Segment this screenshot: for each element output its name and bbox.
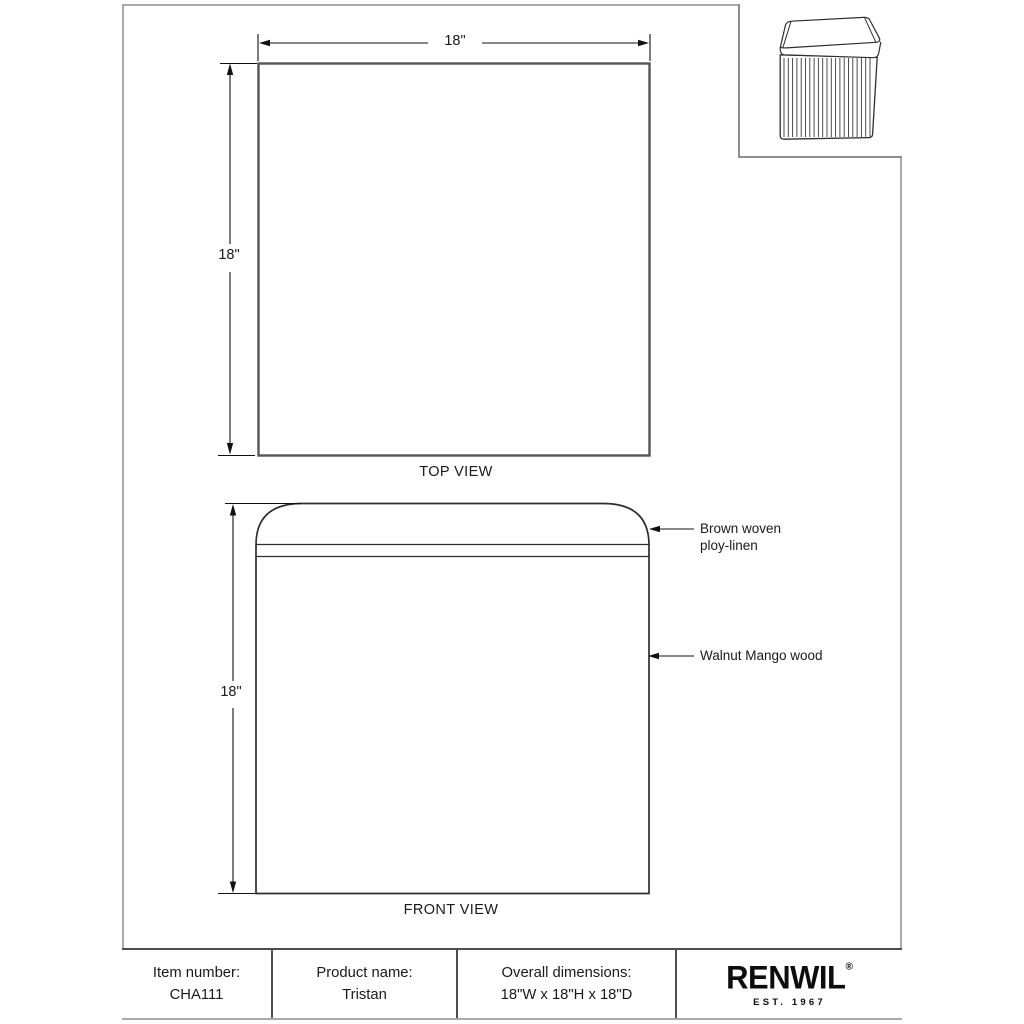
annotation-line: ploy-linen [700,537,758,553]
item-number-value: CHA111 [169,987,224,1003]
footer-table [122,948,902,1020]
front-view-outline [256,504,649,894]
footer-cell-product-name [273,950,458,1018]
arrow-down-icon [227,443,233,455]
arrow-left-icon [649,526,660,532]
annotation-line: Walnut Mango wood [700,648,823,663]
registered-mark-icon: ® [845,961,853,973]
top-view-outline [259,64,650,456]
annotation-line: Brown woven [700,521,782,536]
product-thumbnail-illustration [740,4,902,154]
product-thumbnail-box [738,4,902,158]
front-view-label: FRONT VIEW [403,902,499,918]
annotation-leaders [658,529,694,656]
front-view-height-dimension-text: 18" [209,684,253,700]
top-width-dimension-text: 18" [428,33,482,49]
annotation-wood [700,648,823,665]
item-number-label: Item number: [152,965,241,981]
arrow-up-icon [230,504,236,516]
arrow-left-icon [259,40,270,46]
footer-cell-dimensions [458,950,677,1018]
product-name-value: Tristan [342,987,387,1003]
top-view-label: TOP VIEW [419,464,493,480]
arrow-right-icon [638,40,649,46]
brand-logo [726,960,853,1008]
dimensions-value: 18"W x 18"H x 18"D [500,987,633,1003]
footer-cell-item-number [122,950,273,1018]
annotation-upholstery [700,521,781,554]
top-view-height-dimension-text: 18" [207,247,251,263]
brand-wordmark: RENWIL® [726,959,853,996]
dimensions-label: Overall dimensions: [501,965,632,981]
brand-established: EST. 1967 [753,997,826,1008]
product-name-label: Product name: [316,965,413,981]
arrow-down-icon [230,882,236,894]
footer-cell-brand [677,950,902,1018]
arrow-up-icon [227,64,233,76]
